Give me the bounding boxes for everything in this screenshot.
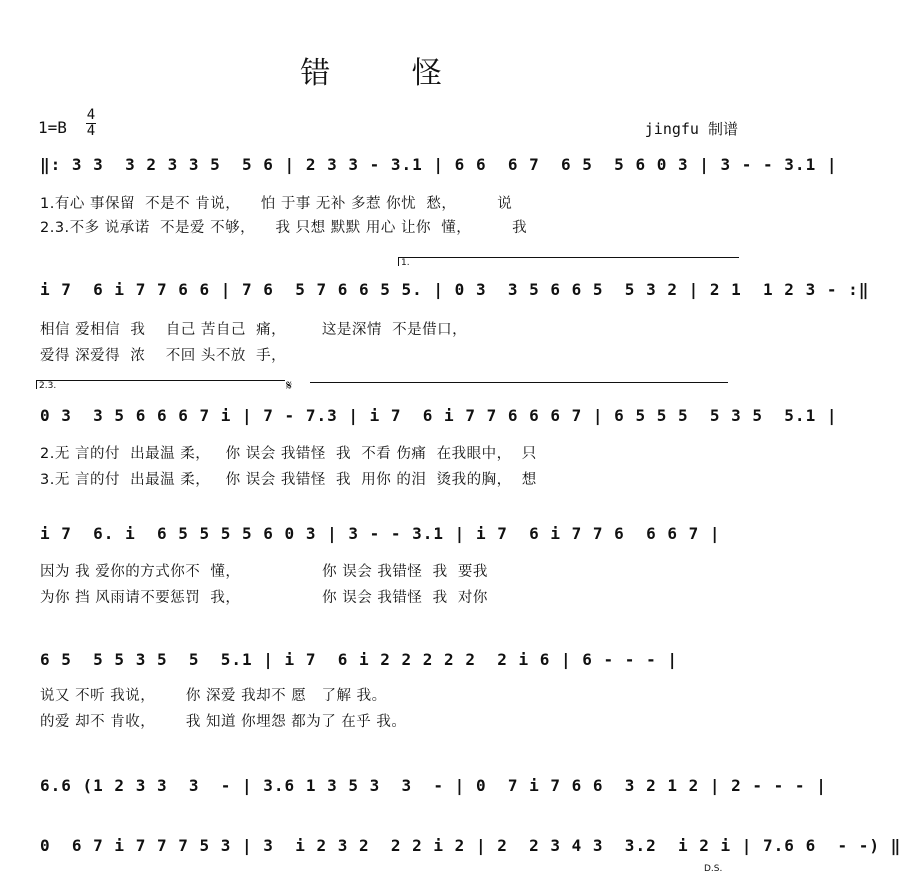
- lyric-row-3-verse-3: 3.无 言的付 出最温 柔， 你 误会 我错怪 我 用你 的泪 烫我的胸， 想: [40, 472, 537, 488]
- volta-bracket-2-3: 2.3.: [36, 380, 285, 389]
- lyric-row-1-verse-1: 1.有心 事保留 不是不 肯说， 怕 于事 无补 多惹 你忧 愁， 说: [40, 196, 513, 212]
- segno-sign-icon: 𝄋: [286, 378, 293, 394]
- ds-mark: D.S.: [704, 864, 723, 874]
- lyric-row-2-verse-1: 相信 爱相信 我 自己 苦自己 痛， 这是深情 不是借口，: [40, 322, 468, 338]
- lyric-row-1-verse-2: 2.3.不多 说承诺 不是爱 不够， 我 只想 默默 用心 让你 懂， 我: [40, 220, 528, 236]
- time-signature-bottom: 4: [86, 123, 96, 139]
- notes-row-7: 0 6 7 i 7 7 7 5 3 | 3 i 2 3 2 2 2 i 2 | 2 2 3 4 3 3.2 i 2 i | 7.6 6 - -) ‖: [40, 836, 901, 855]
- volta-bracket-1: 1.: [398, 257, 739, 266]
- song-title: 错 怪: [300, 56, 478, 91]
- notes-row-2: i 7 6 i 7 7 6 6 | 7 6 5 7 6 6 5 5. | 0 3 3 5 6 6 5 5 3 2 | 2 1 1 2 3 - :‖: [40, 280, 870, 299]
- lyric-row-4-verse-3: 为你 挡 风雨请不要惩罚 我， 你 误会 我错怪 我 对你: [40, 590, 488, 606]
- time-signature: [86, 108, 96, 139]
- lyric-row-4-verse-2: 因为 我 爱你的方式你不 懂， 你 误会 我错怪 我 要我: [40, 564, 488, 580]
- lyric-row-5-verse-2: 说又 不听 我说， 你 深爱 我却不 愿 了解 我。: [40, 688, 387, 704]
- key-signature: 1=B: [38, 118, 67, 137]
- lyric-row-2-verse-2: 爱得 深爱得 浓 不回 头不放 手，: [40, 348, 287, 364]
- phrase-line: [310, 382, 728, 383]
- notes-row-5: 6 5 5 5 3 5 5 5.1 | i 7 6 i 2 2 2 2 2 2 i 6 | 6 - - - |: [40, 650, 678, 669]
- lyric-row-3-verse-2: 2.无 言的付 出最温 柔， 你 误会 我错怪 我 不看 伤痛 在我眼中， 只: [40, 446, 537, 462]
- notes-row-4: i 7 6. i 6 5 5 5 5 6 0 3 | 3 - - 3.1 | i 7 6 i 7 7 6 6 6 7 |: [40, 524, 721, 543]
- time-signature-top: 4: [86, 107, 96, 123]
- notes-row-1: ‖: 3 3 3 2 3 3 5 5 6 | 2 3 3 - 3.1 | 6 6 6 7 6 5 5 6 0 3 | 3 - - 3.1 |: [40, 155, 838, 174]
- notes-row-3: 0 3 3 5 6 6 6 7 i | 7 - 7.3 | i 7 6 i 7 7 6 6 6 7 | 6 5 5 5 5 3 5 5.1 |: [40, 406, 838, 425]
- notes-row-6: 6.6 (1 2 3 3 3 - | 3.6 1 3 5 3 3 - | 0 7 i 7 6 6 3 2 1 2 | 2 - - - |: [40, 776, 827, 795]
- arranger-credit: jingfu 制谱: [644, 120, 738, 138]
- lyric-row-5-verse-3: 的爱 却不 肯收， 我 知道 你埋怨 都为了 在乎 我。: [40, 714, 407, 730]
